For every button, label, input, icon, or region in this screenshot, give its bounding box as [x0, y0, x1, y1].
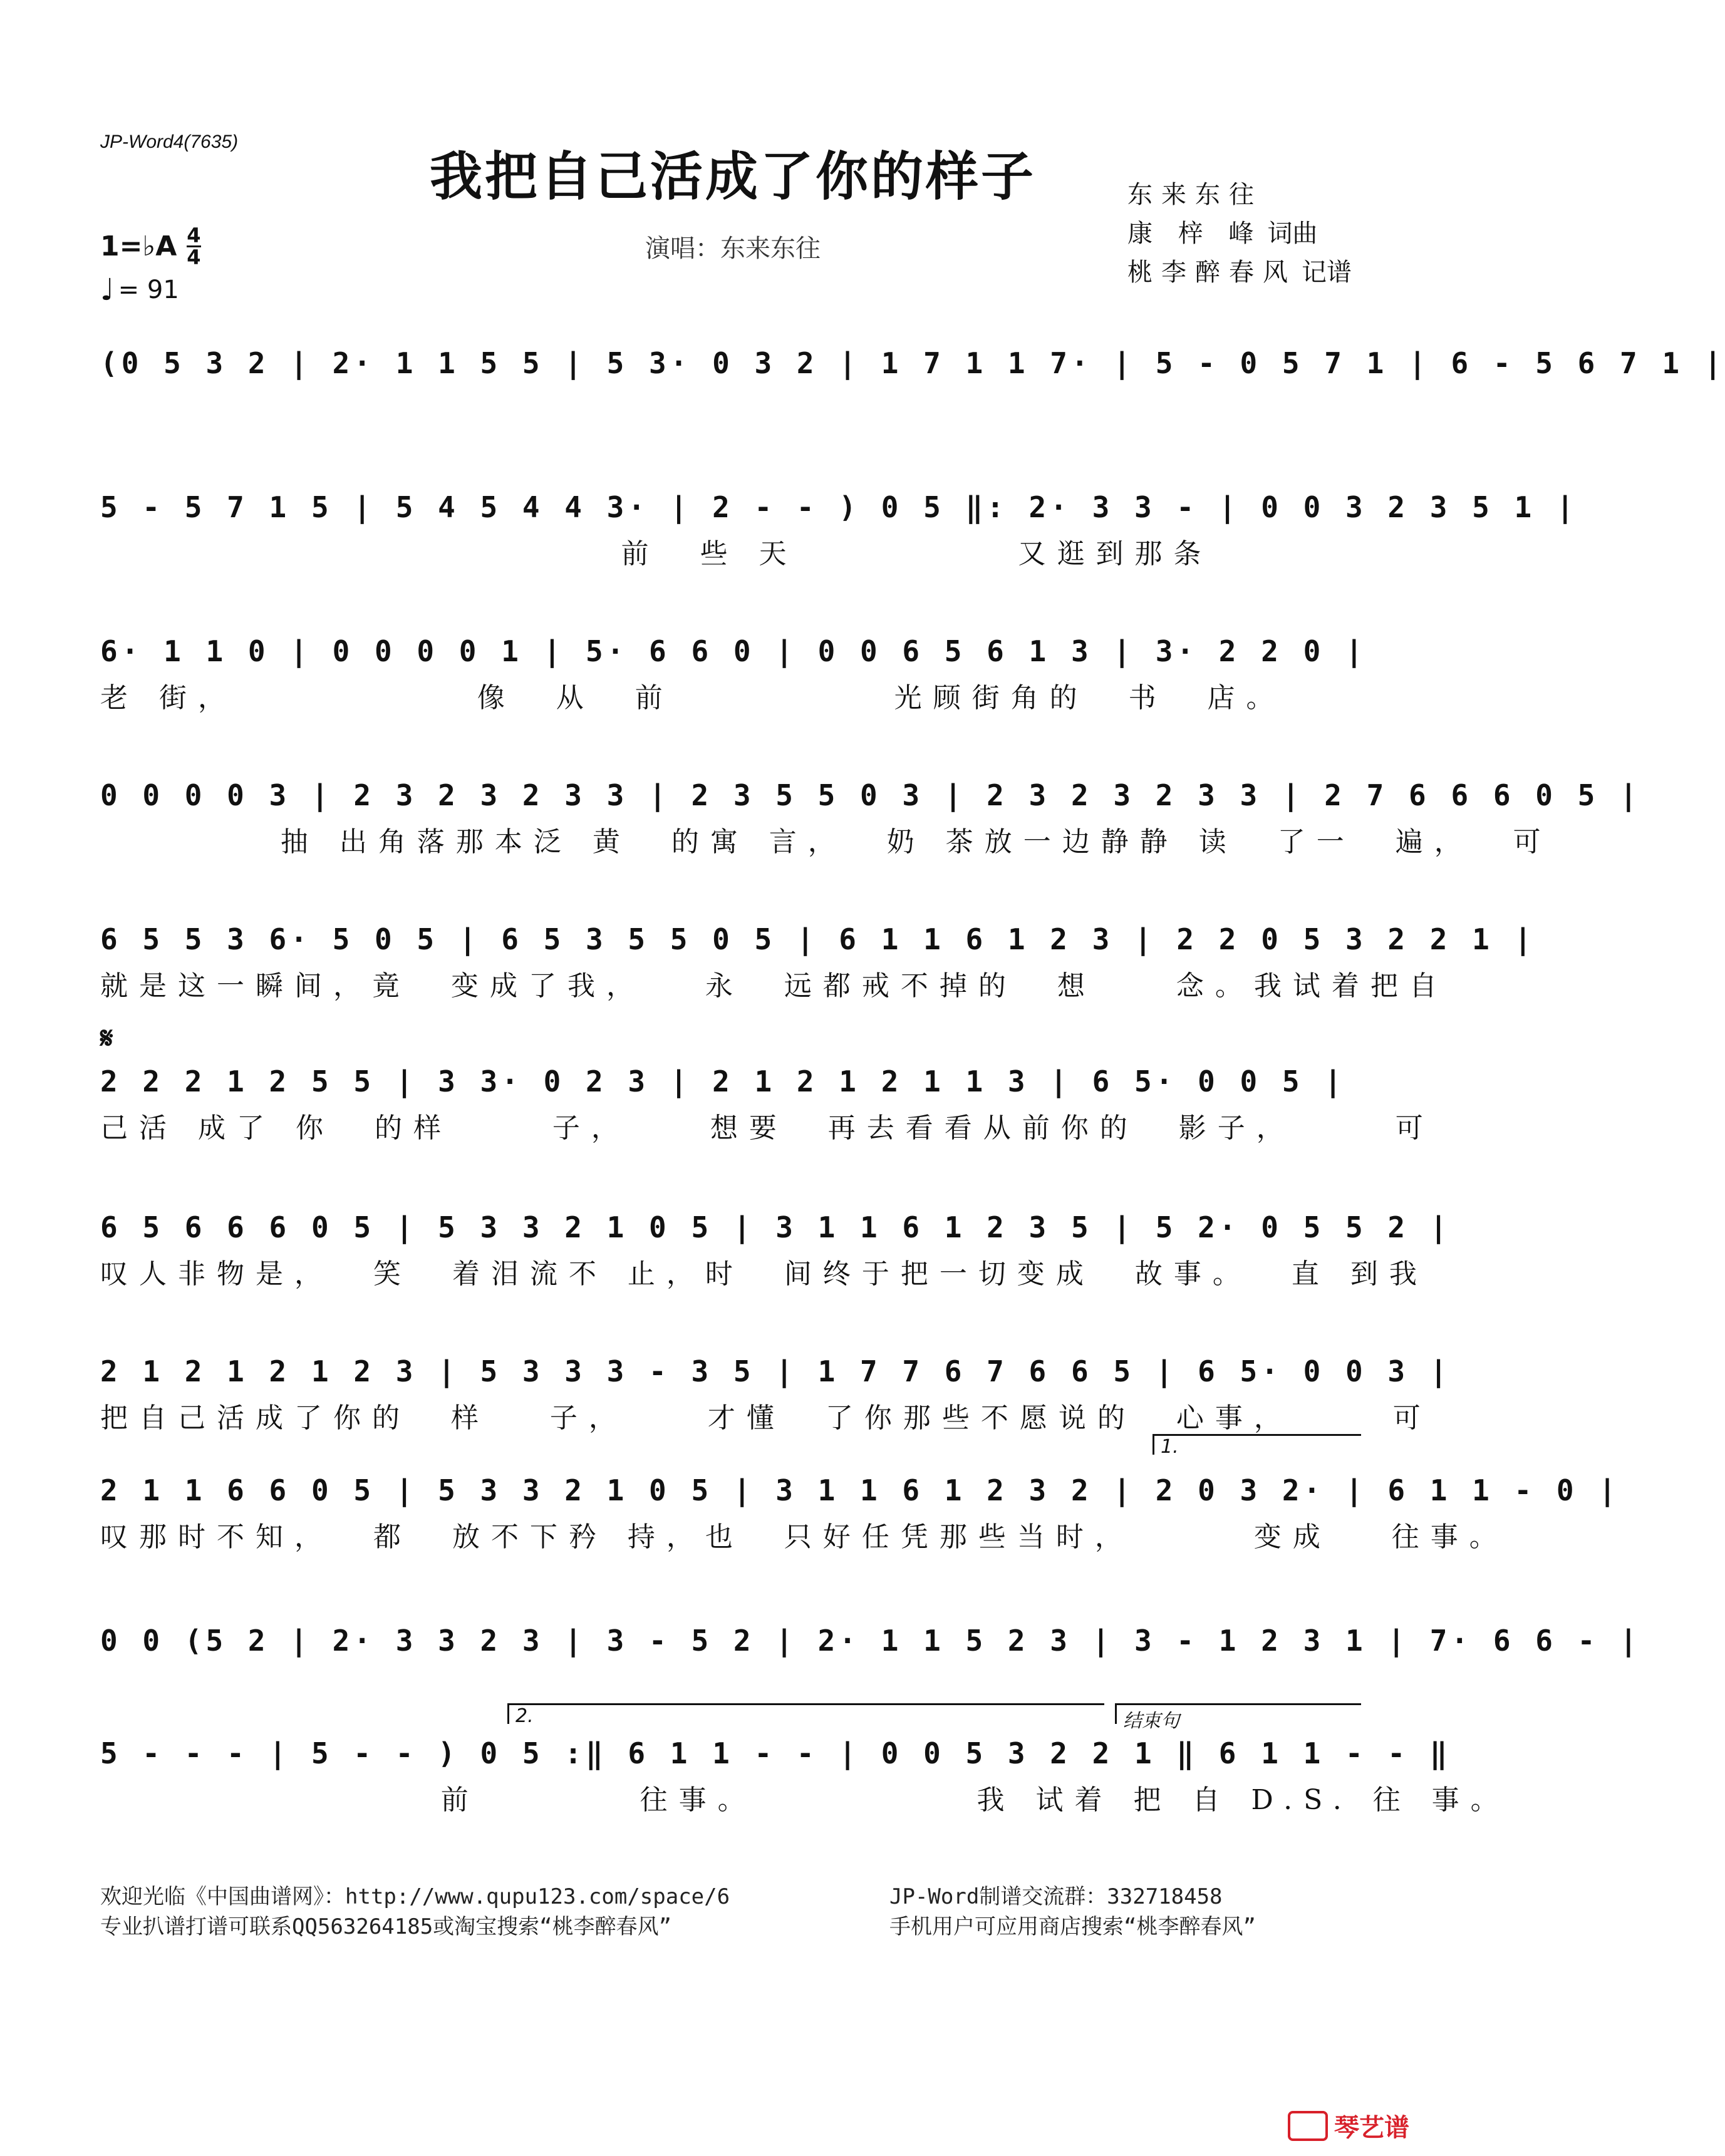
- meter-bottom: 4: [187, 245, 201, 269]
- page-title: 我把自己活成了你的样子: [429, 146, 1036, 207]
- credit-row: [1127, 175, 1352, 214]
- singer-label: 演唱：东来东往: [645, 234, 821, 263]
- quarter-note-icon: ♩: [100, 272, 115, 307]
- key-signature: [100, 225, 201, 267]
- segno-icon: 𝄋: [100, 1021, 113, 1056]
- notation-line: 5 - - - | 5 - - ) 0 5 :‖ 6 1 1 - - | 0 0 5 3 2 2 1 ‖ 6 1 1 - - ‖: [100, 1736, 1451, 1770]
- credit-role: 词曲: [1267, 219, 1318, 248]
- footer-contact: 专业扒谱打谱可联系QQ563264185或淘宝搜索“桃李醉春风”: [100, 1914, 672, 1939]
- credit-row: [1127, 253, 1352, 292]
- notation-line: 6 5 5 3 6· 5 0 5 | 6 5 3 5 5 0 5 | 6 1 1 6 1 2 3 | 2 2 0 5 3 2 2 1 |: [100, 922, 1536, 956]
- credit-name: 东来东往: [1127, 180, 1263, 209]
- lyrics-line: 前 些 天 又逛到那条: [100, 538, 1213, 570]
- footer-right: [889, 1882, 1256, 1942]
- tempo-value: = 91: [118, 276, 179, 304]
- credit-role: 记谱: [1302, 258, 1352, 287]
- lyrics-line: 就是这一瞬间，竟 变成了我， 永 远都戒不掉的 想 念。我试着把自: [100, 970, 1448, 1002]
- notation-line: 2 1 1 6 6 0 5 | 5 3 3 2 1 0 5 | 3 1 1 6 1 2 3 2 | 2 0 3 2· | 6 1 1 - 0 |: [100, 1473, 1620, 1507]
- notation-line: (0 5 3 2 | 2· 1 1 5 5 | 5 3· 0 3 2 | 1 7 1 1 7· | 5 - 0 5 7 1 | 6 - 5 6 7 1 |: [100, 346, 1725, 380]
- lyrics-line: [100, 388, 1359, 432]
- logo-icon: [1288, 2111, 1328, 2141]
- score-system: [100, 1021, 1434, 1150]
- notation-line: 2 2 2 1 2 5 5 | 3 3· 0 2 3 | 2 1 2 1 2 1 1 3 | 6 5· 0 0 5 |: [100, 1065, 1345, 1098]
- score-system: [100, 1436, 1620, 1559]
- credits: [1127, 175, 1352, 292]
- lyrics-line: 叹那时不知， 都 放不下矜 持，也 只好任凭那些当时， 变成 往事。: [100, 1521, 1508, 1553]
- lyrics-line: 叹人非物是， 笑 着泪流不 止，时 间终于把一切变成 故事。 直 到我: [100, 1258, 1428, 1290]
- notation-line: 2 1 2 1 2 1 2 3 | 5 3 3 3 - 3 5 | 1 7 7 6 7 6 6 5 | 6 5· 0 0 3 |: [100, 1354, 1451, 1388]
- software-version: JP-Word4(7635): [100, 132, 239, 152]
- score-system: [100, 482, 1578, 576]
- notation-line: 0 0 0 0 3 | 2 3 2 3 2 3 3 | 2 3 5 5 0 3 | 2 3 2 3 2 3 3 | 2 7 6 6 6 0 5 |: [100, 778, 1641, 812]
- notation-line: 0 0 (5 2 | 2· 3 3 2 3 | 3 - 5 2 | 2· 1 1 5 2 3 | 3 - 1 2 3 1 | 7· 6 6 - |: [100, 1624, 1641, 1658]
- score-system: [100, 1705, 1510, 1822]
- notation-line: 5 - 5 7 1 5 | 5 4 5 4 4 3· | 2 - - ) 0 5 ‖: 2· 3 3 - | 0 0 3 2 3 5 1 |: [100, 490, 1578, 524]
- footer-group: JP-Word制谱交流群：332718458: [889, 1884, 1223, 1909]
- credit-name: 桃李醉春风: [1127, 258, 1297, 287]
- watermark-text: 琴艺谱: [1334, 2113, 1409, 2142]
- footer-site-link[interactable]: 欢迎光临《中国曲谱网》：http://www.qupu123.com/space/6: [100, 1884, 730, 1909]
- score-system: [100, 1202, 1451, 1296]
- volta-bracket-2: 2.: [507, 1703, 1104, 1724]
- score-system: [100, 626, 1367, 720]
- tempo-marking: [100, 272, 179, 307]
- footer-app: 手机用户可应用商店搜索“桃李醉春风”: [889, 1914, 1256, 1939]
- key-label: 1=♭A: [100, 230, 177, 262]
- score-system: [100, 1346, 1451, 1440]
- lyrics-line: 抽 出角落那本泛 黄 的寓 言， 奶 茶放一边静静 读 了一 遍， 可: [100, 826, 1552, 858]
- lyrics-line: 己活 成了 你 的样 子， 想要 再去看看从前你的 影子， 可: [100, 1112, 1434, 1144]
- notation-line: 6 5 6 6 6 0 5 | 5 3 3 2 1 0 5 | 3 1 1 6 1 2 3 5 | 5 2· 0 5 5 2 |: [100, 1210, 1451, 1244]
- credit-row: [1127, 214, 1352, 253]
- lyrics-line: 老 街， 像 从 前 光顾街角的 书 店。: [100, 682, 1285, 714]
- credit-name: 康 梓 峰: [1127, 219, 1263, 248]
- score-system: [100, 1616, 1641, 1710]
- footer-left: [100, 1882, 730, 1942]
- meter-top: 4: [187, 224, 201, 247]
- volta-bracket: 1.: [1153, 1434, 1361, 1455]
- notation-line: 6· 1 1 0 | 0 0 0 0 1 | 5· 6 6 0 | 0 0 6 5 6 1 3 | 3· 2 2 0 |: [100, 634, 1367, 668]
- lyrics-line: 把自己活成了你的 样 子， 才懂 了你那些不愿说的 心事， 可: [100, 1402, 1432, 1434]
- score-system: [100, 770, 1641, 864]
- watermark-logo: [1288, 2108, 1409, 2143]
- ending-bracket: 结束句: [1115, 1703, 1361, 1724]
- score-system: [100, 914, 1536, 1008]
- score-system: [100, 338, 1725, 432]
- lyrics-line: 前 往事。 我 试着 把 自 D.S. 往 事。: [100, 1784, 1510, 1816]
- time-signature: [187, 225, 200, 267]
